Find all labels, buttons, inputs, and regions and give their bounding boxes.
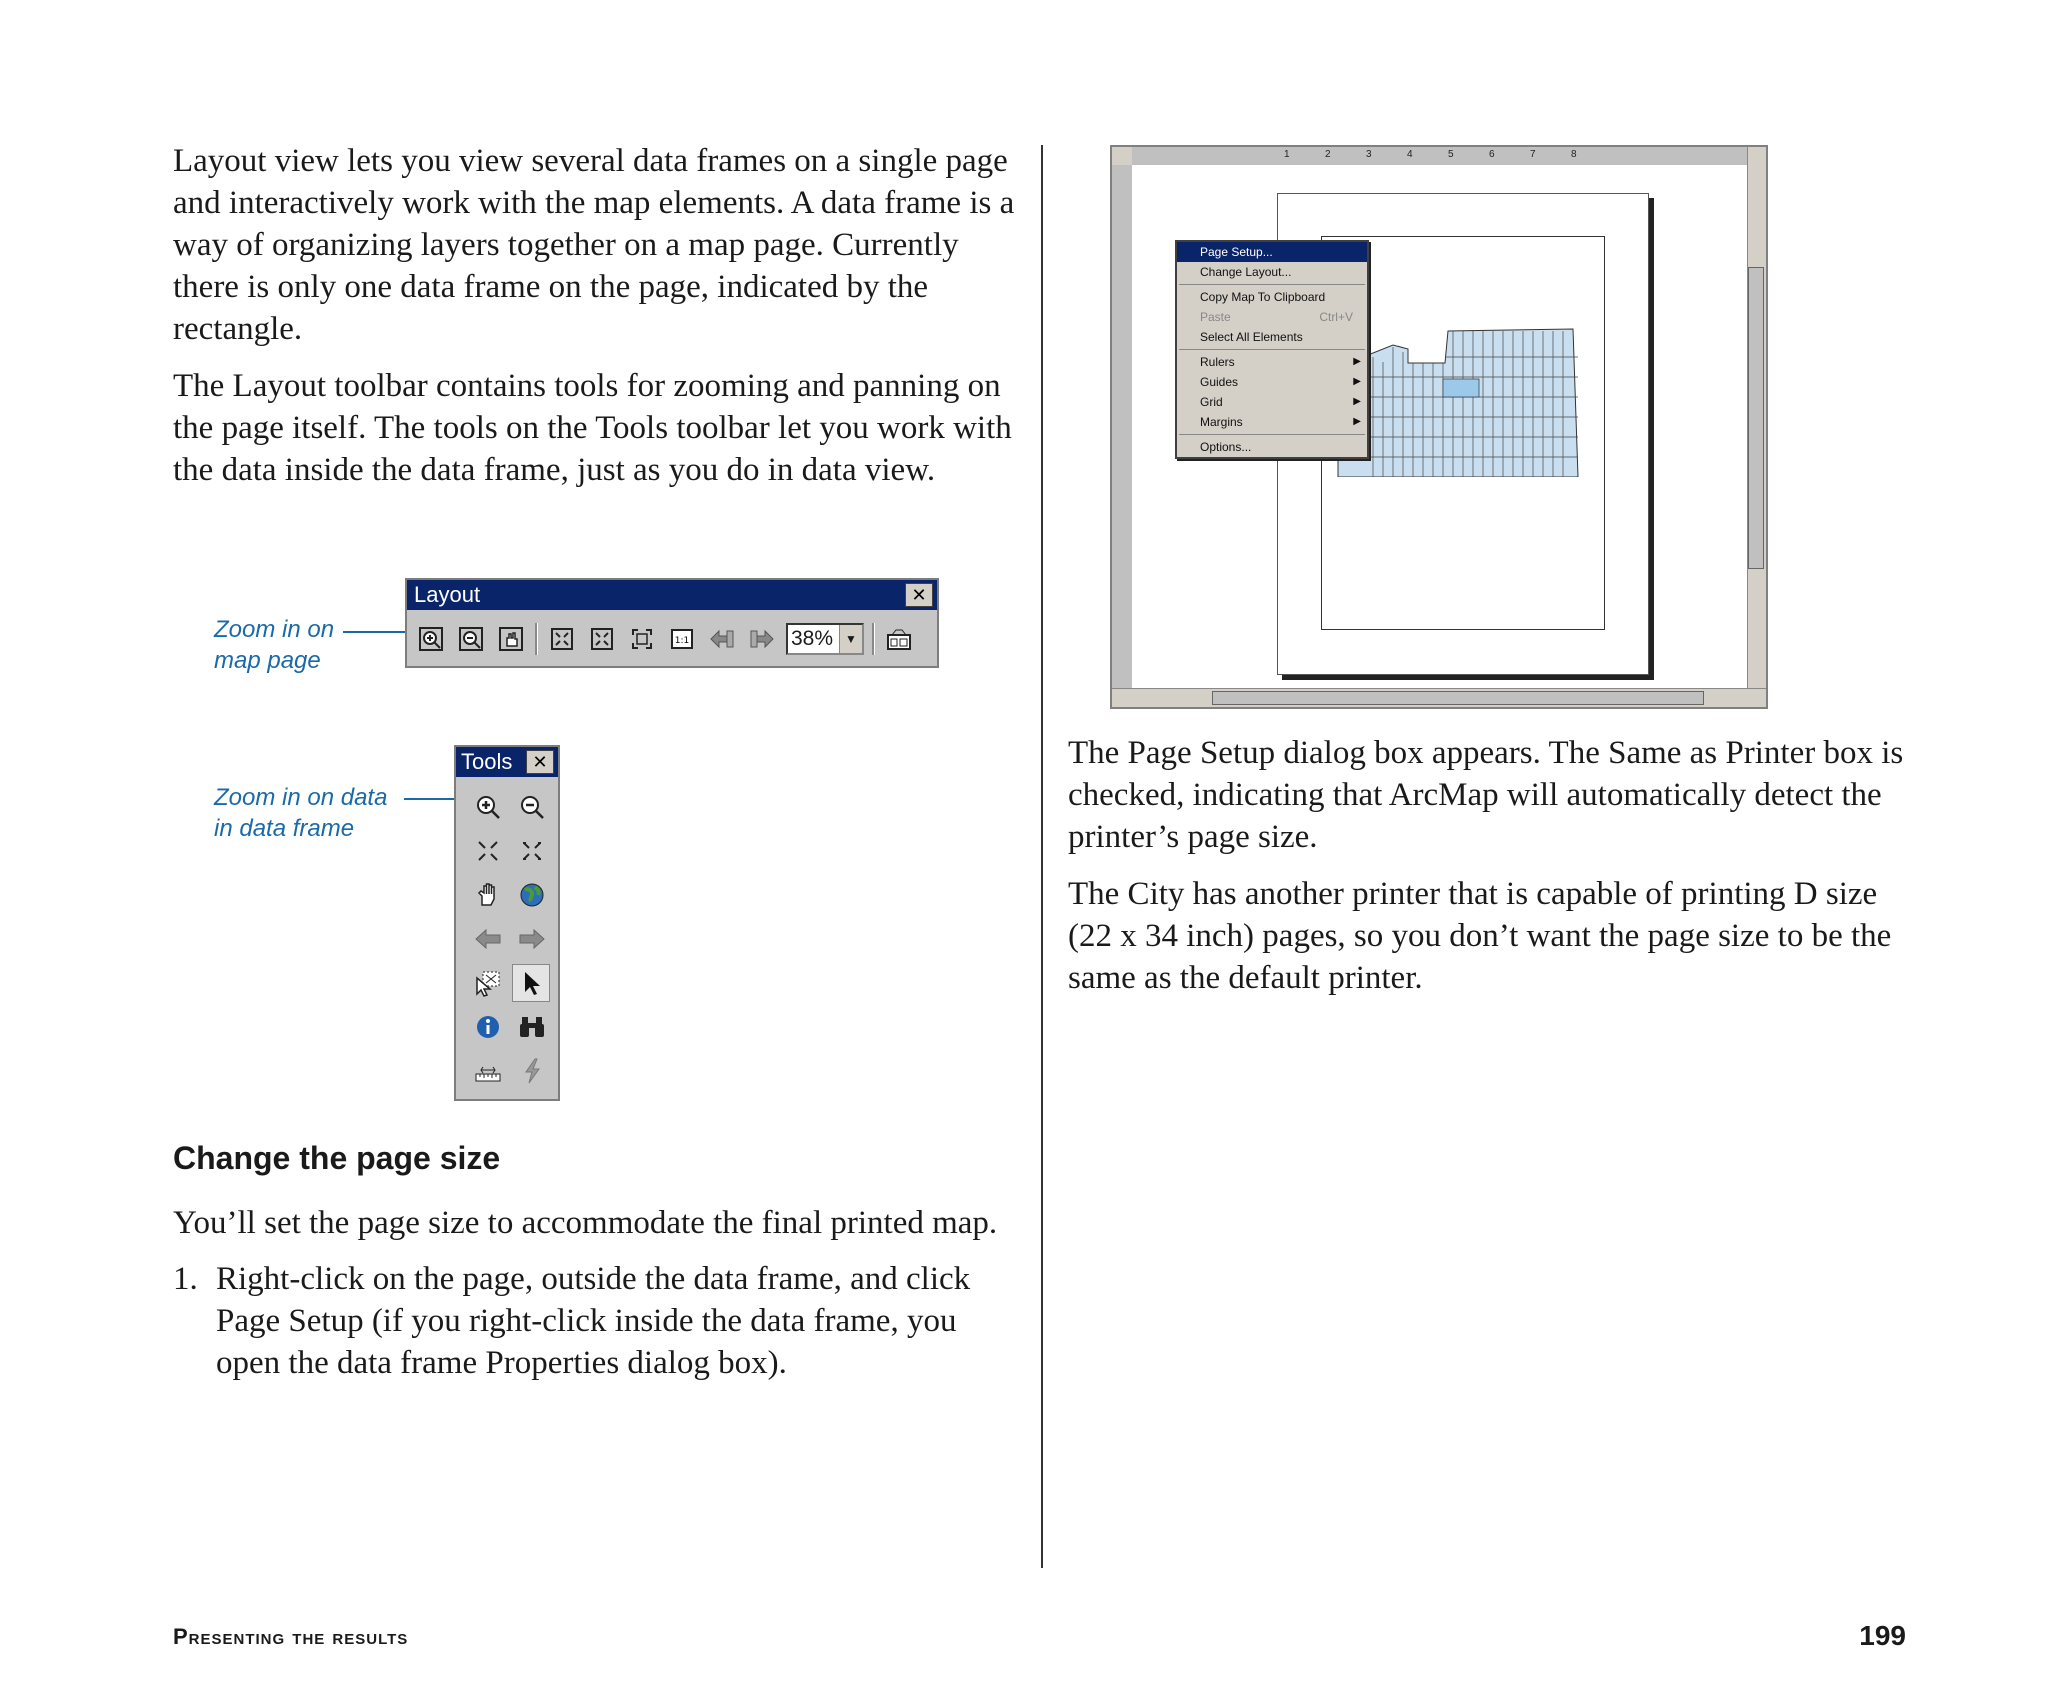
submenu-arrow-icon: ▶ — [1353, 396, 1361, 407]
zoom-in-page-icon[interactable] — [415, 623, 447, 655]
intro-paragraph: Layout view lets you view several data frames on a single page and interactively work with the map elements. A data frame is a way of organizing layers together on a map page. Currently there is only one data frame on the page, indicated by the rectangle. — [173, 143, 1015, 347]
horizontal-ruler — [1132, 147, 1748, 166]
ruler-tick: 7 — [1530, 149, 1536, 160]
menu-item-page-setup[interactable]: Page Setup... — [1177, 242, 1367, 262]
layout-callout-line2: map page — [214, 647, 321, 674]
menu-item-margins[interactable] — [1177, 412, 1367, 432]
menu-item-copy-map[interactable]: Copy Map To Clipboard — [1200, 290, 1326, 304]
menu-separator — [1179, 284, 1365, 285]
step-1 — [173, 1258, 1023, 1384]
zoom-percent-value: 38% — [791, 627, 834, 650]
tools-toolbar — [454, 745, 560, 1101]
full-extent-globe-icon[interactable] — [514, 877, 550, 913]
horizontal-scroll-thumb[interactable] — [1212, 691, 1704, 705]
zoom-out-icon[interactable] — [514, 789, 550, 825]
printer-paragraph: The City has another printer that is capable of printing D size (22 x 34 inch) pages, so you don’t want the page size to be the same as the default printer. — [1068, 876, 1892, 996]
left-column — [173, 140, 1023, 506]
ruler-tick: 4 — [1407, 149, 1413, 160]
footer-section-title: Presenting the results — [173, 1624, 409, 1649]
grid-label: Grid — [1200, 395, 1223, 409]
layout-callout — [214, 614, 334, 676]
pan-hand-icon[interactable] — [470, 877, 506, 913]
toolbar-separator — [535, 623, 538, 655]
menu-separator — [1179, 349, 1365, 350]
menu-item-guides[interactable] — [1177, 372, 1367, 392]
horizontal-scrollbar[interactable] — [1112, 688, 1766, 707]
tools-callout-line2: in data frame — [214, 815, 355, 842]
layout-toolbar-title: Layout — [414, 582, 481, 607]
menu-item-select-all[interactable]: Select All Elements — [1200, 330, 1303, 344]
layout-toolbar-close-button[interactable]: ✕ — [905, 583, 933, 607]
layout-callout-line1: Zoom in on — [214, 616, 335, 643]
vertical-scrollbar[interactable] — [1747, 147, 1766, 689]
context-menu — [1175, 240, 1369, 459]
menu-item-rulers[interactable] — [1177, 352, 1367, 372]
find-binoculars-icon[interactable] — [514, 1009, 550, 1045]
layout-toolbar-titlebar[interactable] — [407, 580, 937, 610]
toolbar-separator — [872, 623, 875, 655]
menu-item-options[interactable]: Options... — [1200, 440, 1252, 454]
identify-icon[interactable] — [470, 1009, 506, 1045]
tools-toolbar-titlebar[interactable] — [456, 747, 558, 777]
chevron-down-icon[interactable]: ▼ — [839, 625, 862, 653]
hyperlink-lightning-icon[interactable] — [514, 1053, 550, 1089]
tools-toolbar-close-button[interactable]: ✕ — [526, 750, 554, 774]
paste-shortcut: Ctrl+V — [1319, 310, 1353, 324]
arcmap-layout-screenshot — [1110, 145, 1768, 709]
tools-toolbar-title: Tools — [461, 749, 513, 774]
ruler-tick: 1 — [1284, 149, 1290, 160]
ruler-tick: 8 — [1571, 149, 1577, 160]
zoom-in-icon[interactable] — [470, 789, 506, 825]
section-heading: Change the page size — [173, 1140, 501, 1176]
city-parcel-map — [1333, 317, 1593, 477]
tools-callout-line1: Zoom in on data — [214, 784, 388, 811]
guides-label: Guides — [1200, 375, 1239, 389]
zoom-percent-combo[interactable] — [786, 623, 864, 655]
rulers-label: Rulers — [1200, 355, 1235, 369]
zoom-100-icon[interactable] — [666, 623, 698, 655]
fixed-zoom-out-icon[interactable] — [586, 623, 618, 655]
pan-page-icon[interactable] — [495, 623, 527, 655]
menu-item-paste[interactable] — [1177, 307, 1367, 327]
menu-separator — [1179, 434, 1365, 435]
layout-canvas[interactable] — [1132, 165, 1748, 689]
margins-label: Margins — [1200, 415, 1243, 429]
right-column — [1068, 732, 1928, 1014]
fixed-zoom-out-icon[interactable] — [514, 833, 550, 869]
layout-toolbar — [405, 578, 939, 668]
ruler-tick: 3 — [1366, 149, 1372, 160]
page-number: 199 — [1859, 1620, 1906, 1651]
toolbar-paragraph: The Layout toolbar contains tools for zooming and panning on the page itself. The tools on the Tools toolbar let you work with the data inside the data frame, just as you do in data view. — [173, 368, 1012, 488]
menu-item-change-layout[interactable]: Change Layout... — [1200, 265, 1292, 279]
submenu-arrow-icon: ▶ — [1353, 416, 1361, 427]
step-number: 1. — [173, 1261, 198, 1297]
left-lower-block — [173, 1202, 1023, 1384]
fixed-zoom-in-icon[interactable] — [470, 833, 506, 869]
ruler-tick: 5 — [1448, 149, 1454, 160]
fixed-zoom-in-icon[interactable] — [546, 623, 578, 655]
svg-text:1:1: 1:1 — [674, 636, 690, 646]
go-back-extent-icon[interactable] — [706, 623, 738, 655]
zoom-whole-page-icon[interactable] — [626, 623, 658, 655]
ruler-tick: 6 — [1489, 149, 1495, 160]
back-arrow-icon[interactable] — [470, 921, 506, 957]
select-features-icon[interactable] — [470, 965, 506, 1001]
step-text: Right-click on the page, outside the data frame, and click Page Setup (if you right-click inside the data frame, you open the data frame Properties dialog box). — [216, 1261, 971, 1381]
vertical-scroll-thumb[interactable] — [1748, 267, 1764, 569]
go-forward-extent-icon[interactable] — [746, 623, 778, 655]
toggle-draft-mode-icon[interactable] — [883, 623, 915, 655]
ruler-tick: 2 — [1325, 149, 1331, 160]
submenu-arrow-icon: ▶ — [1353, 356, 1361, 367]
forward-arrow-icon[interactable] — [514, 921, 550, 957]
select-elements-arrow-icon[interactable] — [512, 964, 550, 1002]
submenu-arrow-icon: ▶ — [1353, 376, 1361, 387]
column-divider — [1041, 145, 1043, 1568]
measure-icon[interactable] — [470, 1053, 506, 1089]
menu-item-grid[interactable] — [1177, 392, 1367, 412]
zoom-out-page-icon[interactable] — [455, 623, 487, 655]
page-setup-paragraph: The Page Setup dialog box appears. The Same as Printer box is checked, indicating that ArcMap will automatically detect the printer’s page size. — [1068, 735, 1904, 855]
vertical-ruler — [1112, 165, 1133, 689]
page-size-paragraph: You’ll set the page size to accommodate the final printed map. — [173, 1205, 998, 1241]
paste-label: Paste — [1200, 310, 1231, 324]
tools-callout — [214, 782, 387, 844]
